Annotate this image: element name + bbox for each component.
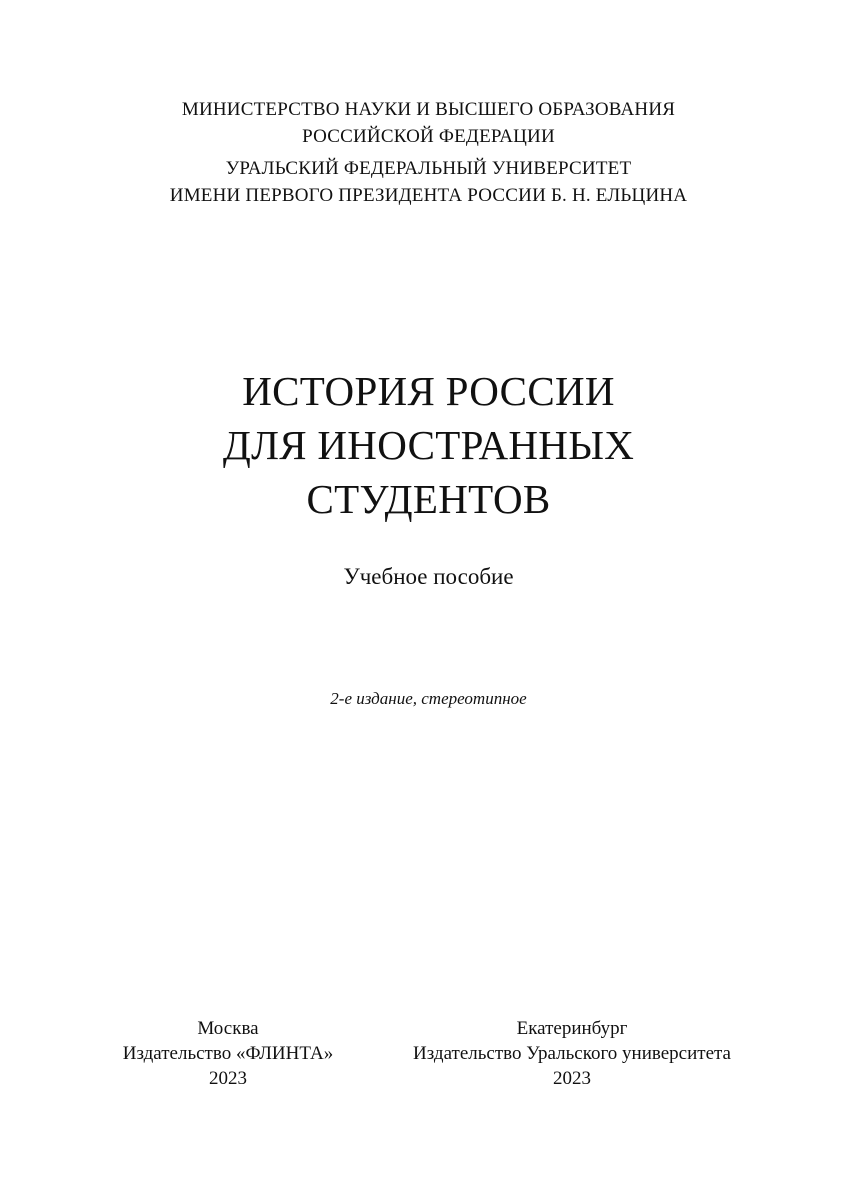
university-line-1: УРАЛЬСКИЙ ФЕДЕРАЛЬНЫЙ УНИВЕРСИТЕТ [225, 158, 632, 179]
ministry-line-1: МИНИСТЕРСТВО НАУКИ И ВЫСШЕГО ОБРАЗОВАНИЯ [181, 99, 676, 120]
book-title-line-1: ИСТОРИЯ РОССИИ [242, 368, 615, 414]
book-subtitle: Учебное пособие [343, 564, 514, 589]
imprint-right-publisher: Издательство Уральского университета [413, 1043, 731, 1064]
imprint-left-year: 2023 [209, 1068, 247, 1089]
university-block [0, 155, 857, 209]
imprint-ekaterinburg [400, 1016, 744, 1091]
book-title-line-2: ДЛЯ ИНОСТРАННЫХ [222, 422, 635, 468]
ministry-block [0, 96, 857, 150]
edition-note: 2-е издание, стереотипное [330, 689, 527, 708]
imprint-left-city: Москва [197, 1018, 259, 1039]
imprint-right-year: 2023 [553, 1068, 591, 1089]
imprint-moscow [100, 1016, 356, 1091]
ministry-line-2: РОССИЙСКОЙ ФЕДЕРАЦИИ [302, 126, 555, 147]
institution-header [0, 96, 857, 209]
imprint-right-city: Екатеринбург [516, 1018, 628, 1039]
book-title-line-3: СТУДЕНТОВ [306, 476, 551, 522]
book-title [0, 364, 857, 526]
university-line-2: ИМЕНИ ПЕРВОГО ПРЕЗИДЕНТА РОССИИ Б. Н. ЕЛЬЦИНА [169, 185, 688, 206]
imprint-left-publisher: Издательство «ФЛИНТА» [122, 1043, 334, 1064]
